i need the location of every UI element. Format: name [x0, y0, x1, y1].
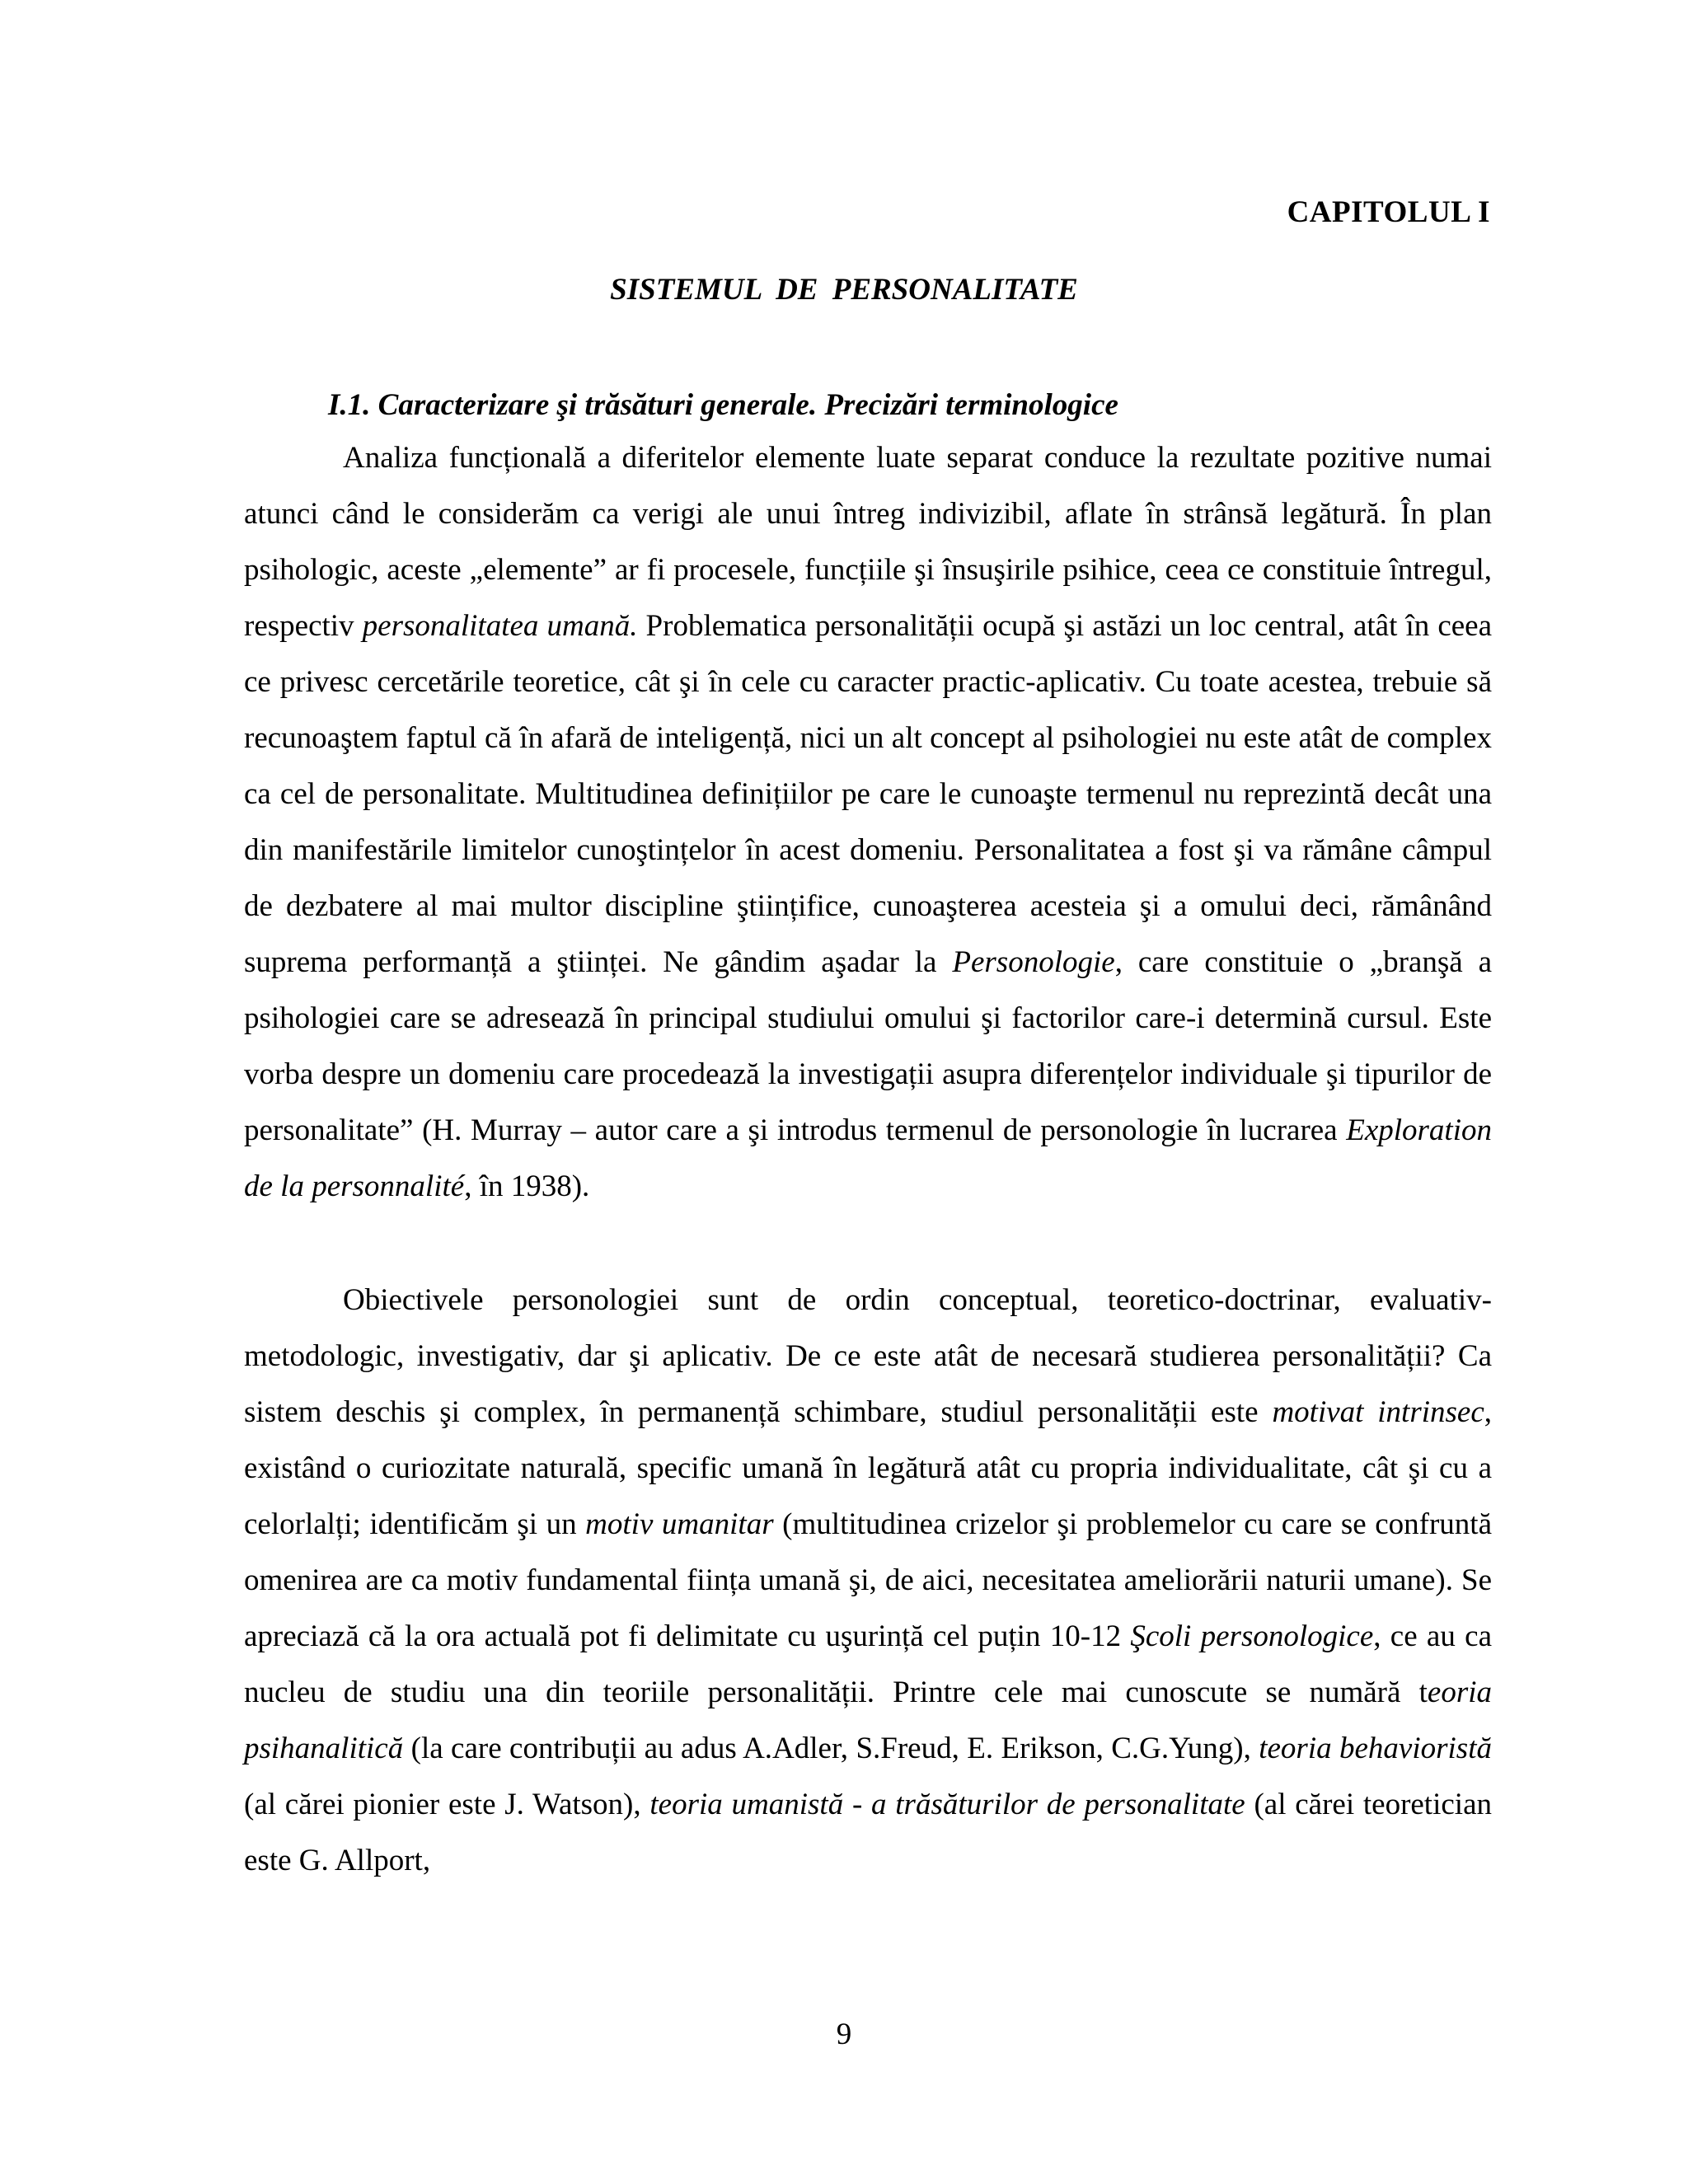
paragraph-2-text: (la care contribuții au adus A.Adler, S.Freud, E. Erikson, C.G.Yung),	[403, 1732, 1259, 1765]
paragraph-1-italic-term: Personologie	[952, 945, 1115, 979]
section-heading: I.1. Caracterizare şi trăsături generale. Precizări terminologice	[328, 388, 1118, 422]
page-number: 9	[836, 2018, 852, 2051]
paragraph-1-italic-title: Exploration de la personnalité	[244, 1113, 1492, 1203]
paragraph-2-text: Obiectivele personologiei sunt de ordin conceptual, teoretico-doctrinar, evaluativ-metodologic, investigativ, dar şi aplicativ. De ce este atât de necesară studierea personalității? Ca sistem deschis şi complex, în permanență schimbare, studiul personalității este	[244, 1283, 1492, 1429]
paragraph-1-italic-term: personalitatea umană.	[362, 609, 638, 643]
paragraph-1	[244, 430, 1492, 1215]
paragraph-1-text: , în 1938).	[464, 1169, 590, 1203]
paragraph-2-italic-term: teoria umanistă - a trăsăturilor de personalitate	[649, 1788, 1245, 1821]
body-text-block-2	[244, 1272, 1492, 1889]
body-text-block-1	[244, 430, 1492, 1215]
paragraph-1-text: Analiza funcțională a diferitelor elemente luate separat conduce la rezultate pozitive numai atunci când le considerăm ca verigi ale unui întreg indivizibil, aflate în strânsă legătură. În plan psihologic, aceste „elemente” ar fi procesele, funcțiile şi însuşirile psihice, ceea ce constituie întregul, respectiv	[244, 441, 1492, 643]
paragraph-2-text: , existând o curiozitate naturală, specific umană în legătură atât cu propria individualitate, cât şi cu a celorlalți; identificăm şi un	[244, 1395, 1493, 1541]
chapter-label: CAPITOLUL I	[1287, 195, 1490, 229]
paragraph-2-italic-term: Şcoli personologice	[1130, 1619, 1374, 1653]
paragraph-2-italic-term: eoria psihanalitică	[244, 1675, 1492, 1765]
paragraph-2-text: (al cărei pionier este J. Watson),	[244, 1788, 650, 1821]
paragraph-2-text: , ce au ca nucleu de studiu una din teoriile personalității. Printre cele mai cunoscute se numără t	[244, 1619, 1492, 1709]
paragraph-2	[244, 1272, 1492, 1889]
paragraph-1-text: Problematica personalității ocupă şi astăzi un loc central, atât în ceea ce privesc cercetările teoretice, cât şi în cele cu caracter practic-aplicativ. Cu toate acestea, trebuie să recunoaştem faptul că în afară de inteligență, nici un alt concept al psihologiei nu este atât de complex ca cel de personalitate. Multitudinea definițiilor pe care le cunoaşte termenul nu reprezintă decât una din manifestările limitelor cunoştințelor în acest domeniu. Personalitatea a fost şi va rămâne câmpul de dezbatere al mai multor discipline ştiințifice, cunoaşterea acesteia şi a omului deci, rămânând suprema performanță a ştiinței. Ne gândim aşadar la	[244, 609, 1493, 979]
paragraph-2-italic-term: motiv umanitar	[585, 1507, 774, 1541]
paragraph-2-text: (al cărei teoretician este G. Allport,	[244, 1788, 1492, 1877]
paragraph-2-italic-term: teoria behavioristă	[1259, 1732, 1492, 1765]
paragraph-1-text: , care constituie o „branşă a psihologiei care se adresează în principal studiului omului şi factorilor care-i determină cursul. Este vorba despre un domeniu care procedează la investigații asupra diferențelor individuale şi tipurilor de personalitate” (H. Murray – autor care a şi introdus termenul de personologie în lucrarea	[244, 945, 1492, 1147]
paragraph-2-italic-term: motivat intrinsec	[1272, 1395, 1484, 1429]
paragraph-2-text: (multitudinea crizelor şi problemelor cu care se confruntă omenirea are ca motiv fundamental ființa umană şi, de aici, necesitatea ameliorării naturii umane). Se apreciază că la ora actuală pot fi delimitate cu uşurință cel puțin 10-12	[244, 1507, 1493, 1653]
chapter-title: SISTEMUL DE PERSONALITATE	[610, 273, 1078, 307]
